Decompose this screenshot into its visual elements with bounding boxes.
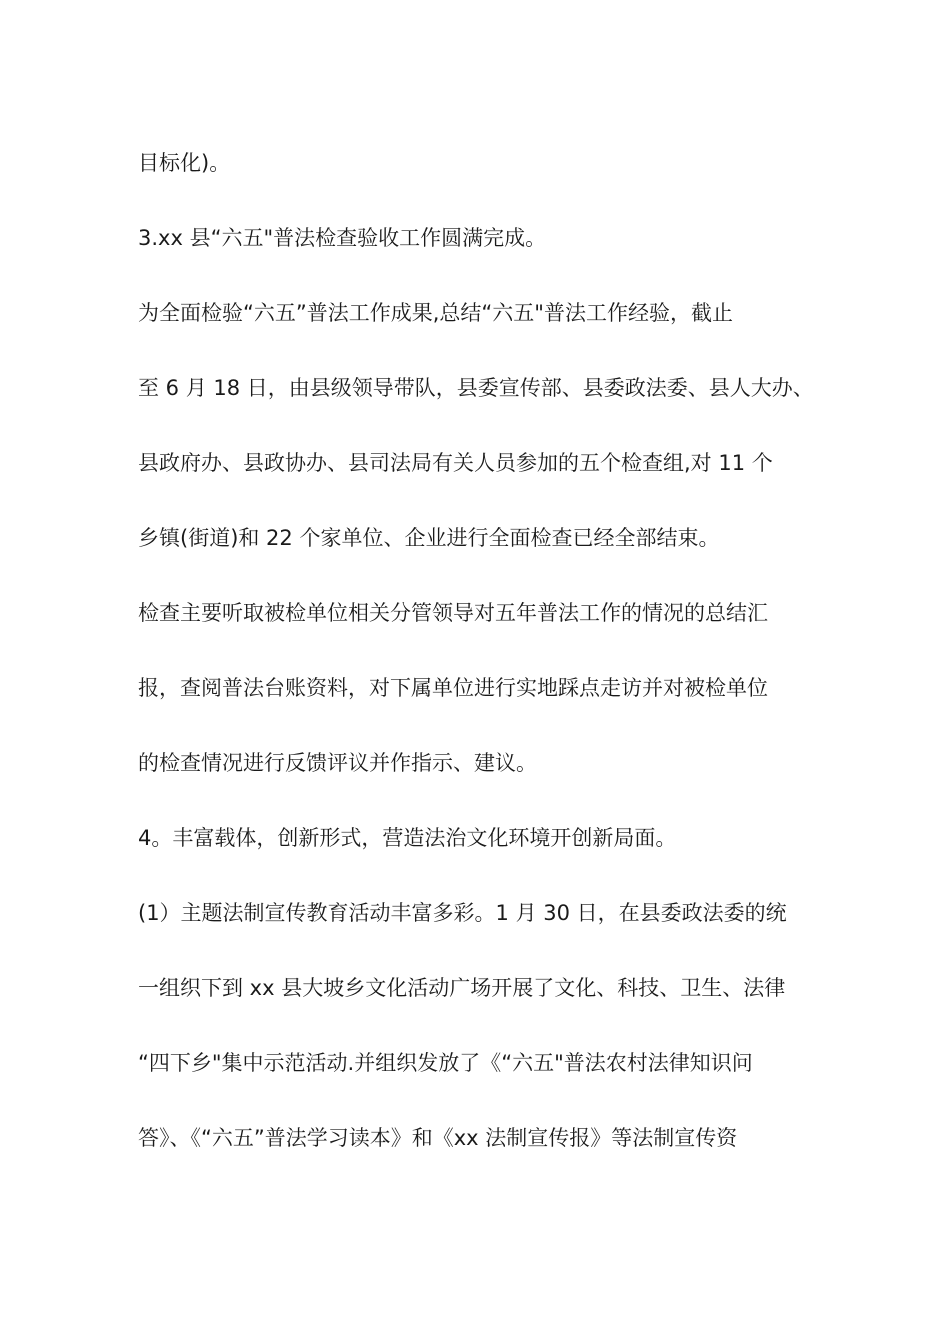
text-line: 答》、《“六五”普法学习读本》和《xx 法制宣传报》等法制宣传资	[138, 1126, 738, 1150]
text-line: 至 6 月 18 日，由县级领导带队，县委宣传部、县委政法委、县人大办、	[138, 376, 814, 400]
text-line: “四下乡"集中示范活动.并组织发放了《“六五"普法农村法律知识问	[138, 1051, 753, 1075]
text-line: (1）主题法制宣传教育活动丰富多彩。1 月 30 日，在县委政法委的统	[138, 901, 787, 925]
section-heading-3: 3.xx 县“六五"普法检查验收工作圆满完成。	[138, 226, 547, 250]
text-line: 乡镇(街道)和 22 个家单位、企业进行全面检查已经全部结束。	[138, 526, 720, 550]
text-line: 目标化)。	[138, 151, 231, 175]
text-line: 为全面检验“六五”普法工作成果,总结“六五"普法工作经验，截止	[138, 301, 733, 325]
text-line: 检查主要听取被检单位相关分管领导对五年普法工作的情况的总结汇	[138, 601, 768, 625]
text-line: 报，查阅普法台账资料，对下属单位进行实地踩点走访并对被检单位	[138, 676, 768, 700]
text-line: 县政府办、县政协办、县司法局有关人员参加的五个检查组,对 11 个	[138, 451, 773, 475]
section-heading-4: 4。丰富载体，创新形式，营造法治文化环境开创新局面。	[138, 826, 677, 850]
text-line: 一组织下到 xx 县大坡乡文化活动广场开展了文化、科技、卫生、法律	[138, 976, 786, 1000]
text-line: 的检查情况进行反馈评议并作指示、建议。	[138, 751, 537, 775]
